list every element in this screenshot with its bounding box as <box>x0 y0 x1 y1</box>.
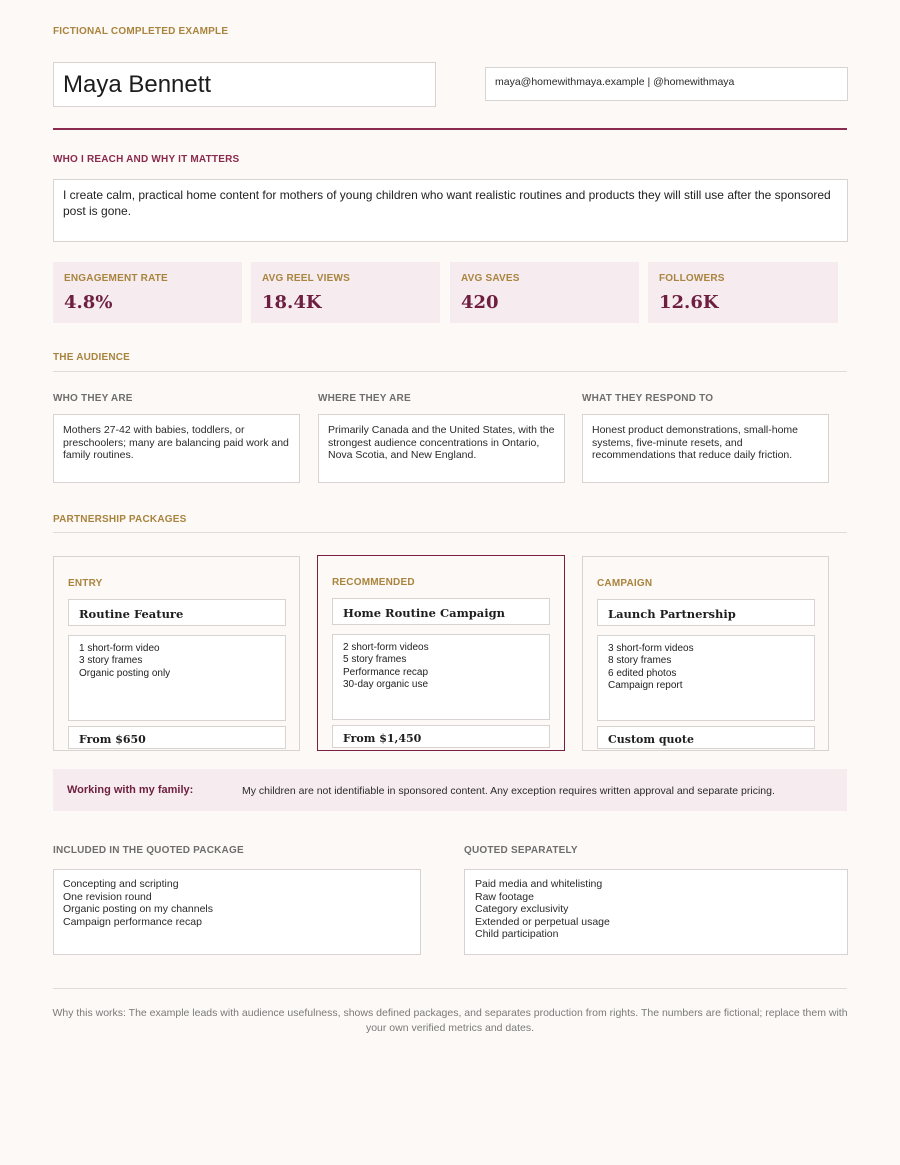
text-line: systems, five-minute resets, and <box>592 436 743 449</box>
package-price: Custom quote <box>597 726 815 749</box>
package-item: 30-day organic use <box>343 678 429 690</box>
stat-followers <box>648 262 838 323</box>
family-note-label: Working with my family: <box>67 784 194 796</box>
packages-heading: PARTNERSHIP PACKAGES <box>53 514 187 525</box>
family-note <box>53 769 847 811</box>
name-field[interactable] <box>53 62 436 107</box>
contact-field[interactable] <box>485 67 848 101</box>
footer-divider <box>53 988 847 989</box>
package-name: Launch Partnership <box>597 599 815 626</box>
package-item: 8 story frames <box>608 655 672 667</box>
stat-engagement-rate <box>53 262 242 323</box>
text-line: preschoolers; many are balancing paid work and <box>63 436 289 449</box>
package-item: Organic posting only <box>79 667 171 679</box>
audience-divider <box>53 371 847 372</box>
included-item: Concepting and scripting <box>63 878 179 890</box>
stat-value: 12.6K <box>659 292 719 313</box>
name-text: Maya Bennett <box>63 71 212 98</box>
audience-col-heading: WHO THEY ARE <box>53 393 133 404</box>
included-item: Organic posting on my channels <box>63 903 213 915</box>
package-item: 1 short-form video <box>79 643 160 654</box>
package-items <box>68 635 286 721</box>
footer-note <box>40 1006 860 1035</box>
package-item: Performance recap <box>343 666 429 678</box>
text-line: Primarily Canada and the United States, with the <box>328 424 555 436</box>
package-entry[interactable] <box>53 556 300 751</box>
reach-field[interactable] <box>53 179 848 242</box>
text-line: strongest audience concentrations in Ontario, <box>328 436 540 449</box>
footer-line: Why this works: The example leads with audience usefulness, shows defined packages, and separates production from rights. The numbers are fictional; replace them with <box>52 1007 848 1019</box>
example-label: FICTIONAL COMPLETED EXAMPLE <box>53 26 229 37</box>
audience-respond-field[interactable] <box>582 414 829 483</box>
separate-item: Paid media and whitelisting <box>475 878 603 890</box>
included-field[interactable] <box>53 869 421 955</box>
reach-text: I create calm, practical home content for mothers of young children who want realistic routines and products they will still use after the sponsored post is gone. <box>63 188 831 218</box>
package-item: 6 edited photos <box>608 667 677 679</box>
text-line: Honest product demonstrations, small-home <box>592 424 799 436</box>
package-tier: CAMPAIGN <box>597 578 653 589</box>
stat-value: 4.8% <box>64 292 113 313</box>
header-divider <box>53 128 847 130</box>
package-price: From $650 <box>68 726 286 749</box>
text-line: family routines. <box>63 449 134 461</box>
package-item: 2 short-form videos <box>343 642 429 653</box>
included-item: Campaign performance recap <box>63 915 202 928</box>
footer-line: your own verified metrics and dates. <box>365 1021 535 1034</box>
separate-item: Raw footage <box>475 890 534 903</box>
package-items <box>332 634 550 720</box>
audience-where-field[interactable] <box>318 414 565 483</box>
stat-label: AVG SAVES <box>461 273 520 284</box>
package-campaign[interactable] <box>582 556 829 751</box>
contact-text: maya@homewithmaya.example | @homewithmaya <box>495 76 735 88</box>
audience-col-heading: WHERE THEY ARE <box>318 393 411 404</box>
package-recommended[interactable] <box>317 555 565 751</box>
separate-heading: QUOTED SEPARATELY <box>464 845 578 856</box>
package-item: 3 short-form videos <box>608 643 694 654</box>
package-tier: RECOMMENDED <box>332 577 415 588</box>
text-line: Mothers 27-42 with babies, toddlers, or <box>63 424 245 436</box>
package-item: Campaign report <box>608 679 683 691</box>
package-item: 3 story frames <box>79 655 143 667</box>
separate-item: Category exclusivity <box>475 903 569 915</box>
separate-item: Child participation <box>475 928 559 940</box>
stat-avg-saves <box>450 262 639 323</box>
stat-label: AVG REEL VIEWS <box>262 273 351 284</box>
audience-col-heading: WHAT THEY RESPOND TO <box>582 393 714 404</box>
package-price: From $1,450 <box>332 725 550 748</box>
text-line: recommendations that reduce daily friction. <box>592 449 793 461</box>
included-item: One revision round <box>63 890 152 903</box>
text-line: Nova Scotia, and New England. <box>328 449 477 461</box>
package-name: Home Routine Campaign <box>332 598 550 625</box>
package-name: Routine Feature <box>68 599 286 626</box>
packages-divider <box>53 532 847 533</box>
stat-avg-reel-views <box>251 262 440 323</box>
package-tier: ENTRY <box>68 578 103 589</box>
reach-heading: WHO I REACH AND WHY IT MATTERS <box>53 154 240 165</box>
stat-value: 420 <box>461 292 499 313</box>
stat-value: 18.4K <box>262 292 322 313</box>
stat-label: ENGAGEMENT RATE <box>64 273 168 284</box>
audience-who-field[interactable] <box>53 414 300 483</box>
audience-heading: THE AUDIENCE <box>53 352 131 363</box>
package-items <box>597 635 815 721</box>
separate-item: Extended or perpetual usage <box>475 915 610 928</box>
separate-field[interactable] <box>464 869 848 955</box>
family-note-text: My children are not identifiable in sponsored content. Any exception requires written approval and separate pricing. <box>242 785 775 797</box>
package-item: 5 story frames <box>343 654 407 666</box>
included-heading: INCLUDED IN THE QUOTED PACKAGE <box>53 845 244 856</box>
stat-label: FOLLOWERS <box>659 273 725 284</box>
